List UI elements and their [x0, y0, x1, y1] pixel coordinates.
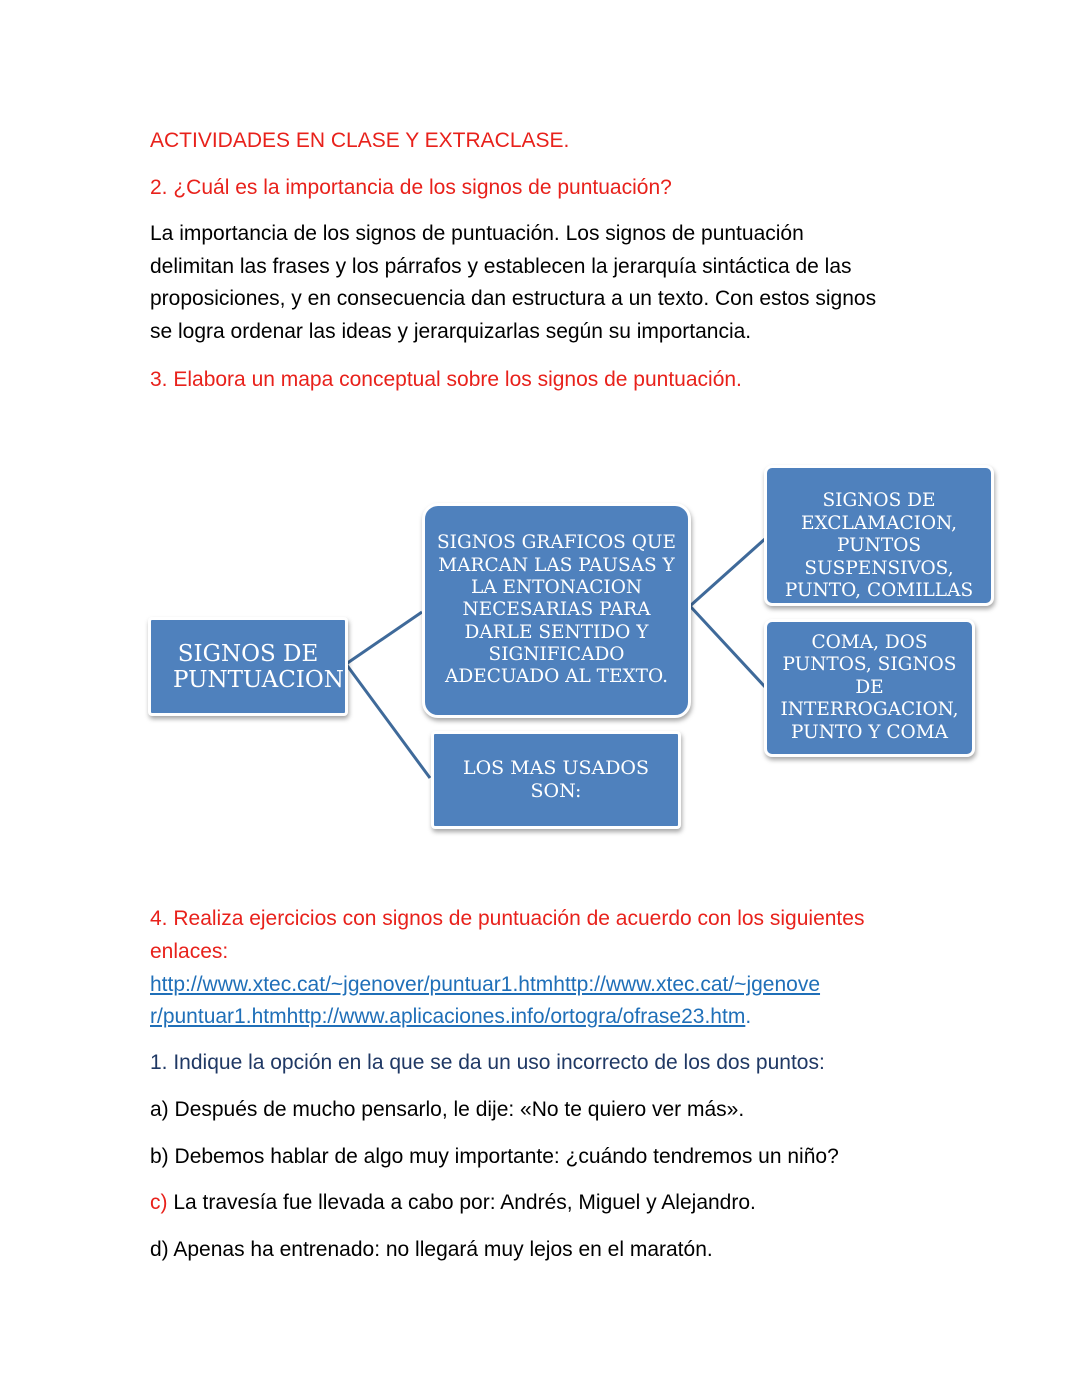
answer-line: proposiciones, y en consecuencia dan estructura a un texto. Con estos signos — [150, 287, 877, 310]
concept-definition-box — [422, 503, 691, 718]
question-2-title: 2. ¿Cuál es la importancia de los signos de puntuación? — [150, 176, 672, 199]
concept-most-used-label: LOS MAS USADOS SON: — [462, 757, 650, 802]
concept-group1-box — [764, 465, 994, 606]
question-4-title-cont: enlaces: — [150, 940, 229, 963]
option-text: Apenas ha entrenado: no llegará muy lejos en el maratón. — [168, 1238, 713, 1261]
option-text: Después de mucho pensarlo, le dije: «No te quiero ver más». — [168, 1098, 745, 1121]
option-b — [150, 1140, 839, 1173]
concept-group1-label: SIGNOS DE EXCLAMACION, PUNTOS SUSPENSIVOS, PUNTO, COMILLAS — [784, 490, 974, 601]
exercise-question: 1. Indique la opción en la que se da un uso incorrecto de los dos puntos: — [150, 1051, 825, 1074]
concept-most-used-box — [431, 731, 681, 829]
concept-group2-box — [764, 619, 975, 757]
question-4-title: 4. Realiza ejercicios con signos de puntuación de acuerdo con los siguientes — [150, 907, 865, 930]
exercise-link[interactable]: http://www.xtec.cat/~jgenover/puntuar1.htmhttp://www.xtec.cat/~jgenove — [150, 973, 821, 996]
concept-group2-label: COMA, DOS PUNTOS, SIGNOS DE INTERROGACION, PUNTO Y COMA — [780, 631, 959, 743]
answer-line: delimitan las frases y los párrafos y establecen la jerarquía sintáctica de las — [150, 254, 852, 278]
option-a — [150, 1093, 744, 1126]
option-text: La travesía fue llevada a cabo por: Andrés, Miguel y Alejandro. — [167, 1191, 756, 1214]
option-letter: b) — [150, 1145, 169, 1168]
concept-definition-label: SIGNOS GRAFICOS QUE MARCAN LAS PAUSAS Y LA ENTONACION NECESARIAS PARA DARLE SENTIDO Y SIGNIFICADO ADECUADO AL TEXTO. — [436, 532, 677, 688]
option-letter: a) — [150, 1098, 169, 1121]
option-c — [150, 1186, 756, 1219]
page-heading: ACTIVIDADES EN CLASE Y EXTRACLASE. — [150, 129, 570, 152]
link-period: . — [745, 1005, 752, 1028]
connector-root-branches — [346, 612, 430, 778]
links-line-1[interactable] — [150, 968, 820, 1001]
option-letter-highlighted: c) — [150, 1191, 168, 1214]
option-text: Debemos hablar de algo muy importante: ¿cuándo tendremos un niño? — [168, 1145, 839, 1168]
answer-line: se logra ordenar las ideas y jerarquizarlas según su importancia. — [150, 319, 752, 343]
option-letter: d) — [150, 1238, 169, 1261]
exercise-link-cont[interactable]: r/puntuar1.htmhttp://www.aplicaciones.info/ortogra/ofrase23.htm — [150, 1005, 746, 1028]
answer-line: La importancia de los signos de puntuación. Los signos de puntuación — [150, 222, 804, 245]
concept-root-box — [148, 617, 348, 716]
connector-definition-branches — [690, 538, 766, 688]
option-d — [150, 1233, 713, 1266]
concept-root-label: SIGNOS DE PUNTUACION — [173, 640, 344, 693]
question-3-title: 3. Elabora un mapa conceptual sobre los signos de puntuación. — [150, 368, 742, 391]
links-line-2[interactable] — [150, 1000, 751, 1033]
